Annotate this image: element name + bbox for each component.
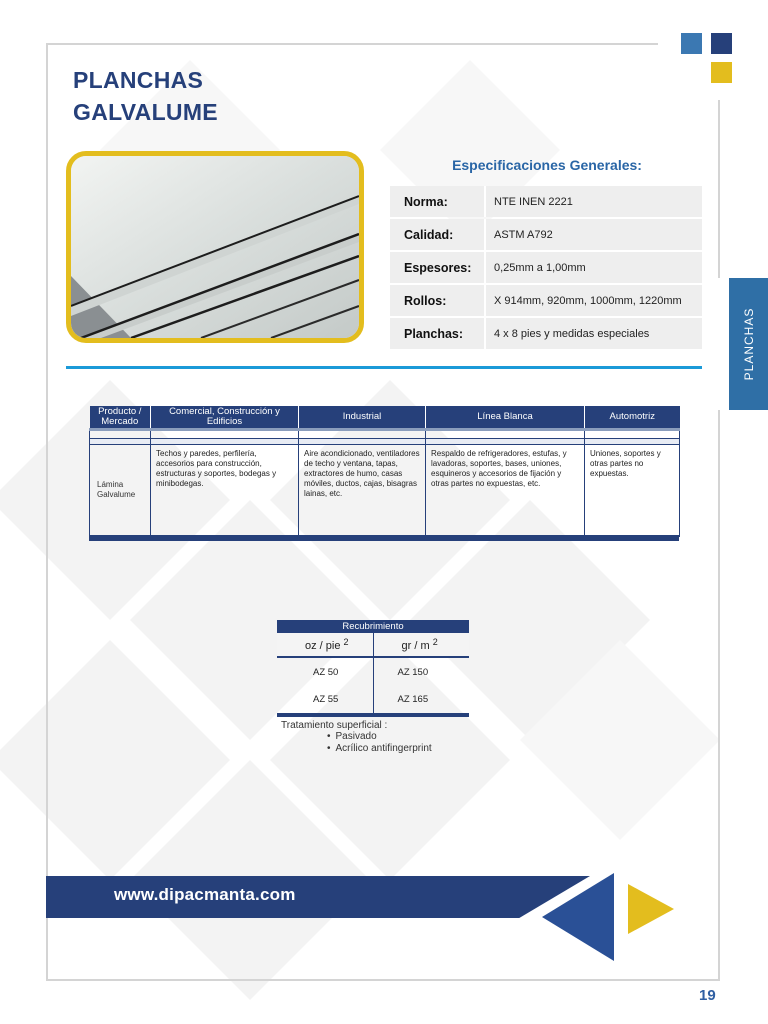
market-linea-blanca-cell: Respaldo de refrigeradores, estufas, y lavadoras, soportes, bases, uniones, esquineros y accesorios de fijación y otras partes no expuestas, etc. — [426, 444, 585, 536]
specs-row — [390, 186, 702, 217]
coating-value: AZ 50 — [313, 666, 339, 678]
table-row — [277, 686, 469, 715]
market-header: Automotriz — [585, 406, 680, 429]
table-row — [277, 657, 469, 686]
page-title-line2: GALVALUME — [73, 99, 218, 125]
decor-square-navy — [711, 33, 732, 54]
treatment-title: Tratamiento superficial : — [281, 720, 388, 731]
specs-row — [390, 318, 702, 349]
side-tab-label: PLANCHAS — [741, 307, 756, 381]
page-title-line1: PLANCHAS — [73, 67, 204, 93]
table-row — [90, 444, 680, 536]
market-table-base-bar — [89, 535, 679, 541]
specs-label: Espesores: — [390, 252, 486, 283]
coating-unit-gr: gr / m $^2$ — [373, 633, 469, 657]
market-header-row — [90, 406, 680, 429]
specs-title: Especificaciones Generales: — [452, 157, 642, 173]
coating-unit-oz: oz / pie $^2$ — [277, 633, 373, 657]
coating-value: AZ 150 — [373, 657, 469, 686]
specs-table — [390, 184, 702, 351]
page-number: 19 — [699, 987, 716, 1004]
galvalume-sheets-image — [71, 156, 359, 338]
frame-right-border-lower — [718, 410, 720, 981]
frame-left-border — [46, 43, 48, 981]
footer-website-link[interactable]: www.dipacmanta.com — [114, 885, 296, 904]
market-header: Industrial — [299, 406, 426, 429]
treatment-list — [327, 731, 432, 755]
specs-value: ASTM A792 — [486, 219, 702, 250]
market-automotriz-cell: Uniones, soportes y otras partes no expuestas. — [585, 444, 680, 536]
page-title — [73, 64, 218, 128]
specs-row — [390, 252, 702, 283]
market-header: Línea Blanca — [426, 406, 585, 429]
specs-value: 0,25mm a 1,00mm — [486, 252, 702, 283]
specs-row — [390, 219, 702, 250]
decor-square-mid-blue — [681, 33, 702, 54]
coating-title: Recubrimiento — [277, 620, 469, 633]
specs-value: NTE INEN 2221 — [486, 186, 702, 217]
coating-units-row — [277, 633, 469, 657]
coating-value: AZ 165 — [373, 686, 469, 715]
specs-label: Calidad: — [390, 219, 486, 250]
product-photo — [66, 151, 364, 343]
market-header: Producto / Mercado — [90, 406, 151, 429]
list-item: • Acrílico antifingerprint — [327, 743, 432, 755]
market-product-cell: Lámina Galvalume — [90, 444, 151, 536]
coating-table — [277, 620, 469, 717]
side-section-tab — [729, 278, 768, 410]
frame-top-border — [46, 43, 658, 45]
decor-square-yellow — [711, 62, 732, 83]
coating-header-row — [277, 620, 469, 633]
market-industrial-cell: Aire acondicionado, ventiladores de techo y ventana, tapas, extractores de humo, casas móviles, ductos, cajas, bisagras lainas, etc. — [299, 444, 426, 536]
section-divider — [66, 366, 702, 369]
specs-value: X 914mm, 920mm, 1000mm, 1220mm — [486, 285, 702, 316]
frame-right-border — [718, 100, 720, 278]
specs-value: 4 x 8 pies y medidas especiales — [486, 318, 702, 349]
coating-value: AZ 55 — [277, 686, 373, 715]
market-comercial-cell: Techos y paredes, perfilería, accesorios para construcción, estructuras y soportes, bodegas y minibodegas. — [151, 444, 299, 536]
specs-row — [390, 285, 702, 316]
frame-bottom-border — [46, 979, 720, 981]
specs-label: Rollos: — [390, 285, 486, 316]
list-item: • Pasivado — [327, 731, 432, 743]
market-subheader-row — [90, 429, 680, 438]
market-header: Comercial, Construcción y Edificios — [151, 406, 299, 429]
specs-label: Norma: — [390, 186, 486, 217]
specs-label: Planchas: — [390, 318, 486, 349]
market-table — [89, 406, 680, 537]
